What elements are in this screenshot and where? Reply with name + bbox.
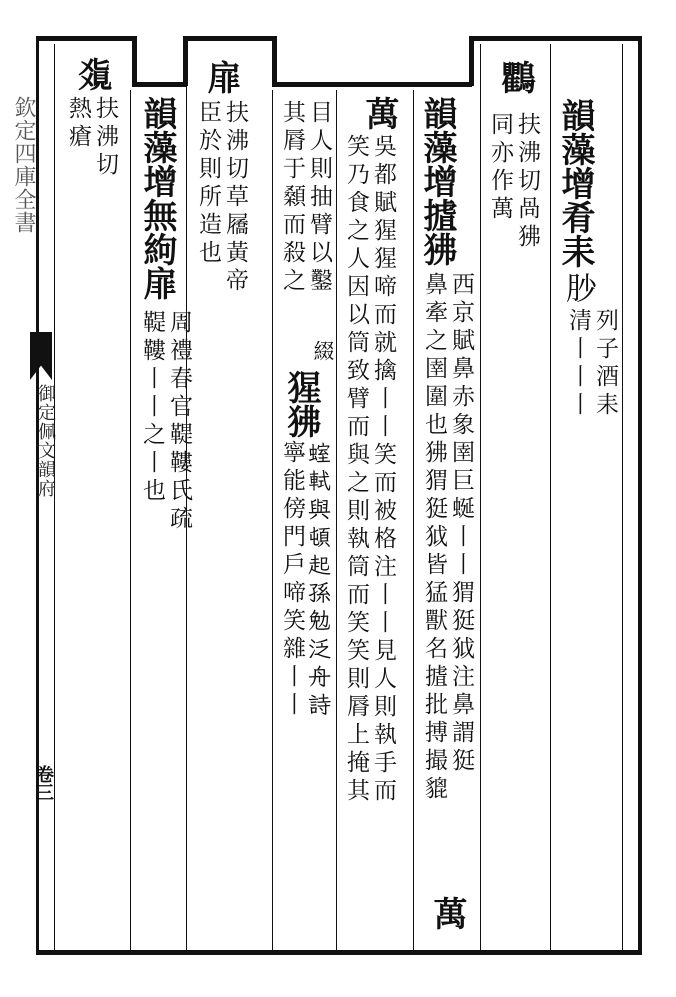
entry-note bbox=[192, 100, 246, 320]
entry-heading: 鸜 bbox=[495, 60, 535, 94]
frame-step-3 bbox=[272, 36, 277, 86]
note-line: 寧能傍門戶啼笑雜丨丨 bbox=[279, 440, 305, 720]
fish-tail-mark bbox=[30, 332, 52, 380]
column-divider bbox=[130, 90, 131, 950]
entry-note bbox=[484, 112, 538, 312]
entry-heading: 韻藻增無絇扉 bbox=[137, 96, 177, 300]
note-line: 扶沸切咼狒 bbox=[514, 112, 540, 252]
entry-note bbox=[562, 308, 616, 468]
note-line: 其脣于顙而殺之 bbox=[279, 100, 305, 296]
column-divider bbox=[480, 44, 481, 950]
frame-right bbox=[638, 36, 642, 954]
column-divider bbox=[272, 90, 273, 950]
column-divider bbox=[622, 44, 623, 950]
frame-step-1 bbox=[132, 36, 137, 86]
note-line: 扶沸切 bbox=[92, 96, 118, 180]
entry-note bbox=[340, 134, 394, 934]
note-line: 熱瘡 bbox=[65, 96, 91, 152]
frame-top-left bbox=[36, 36, 136, 41]
source-label: 御定佩文韻府 bbox=[35, 384, 56, 498]
entry-heading: 𤕥 bbox=[73, 56, 113, 90]
entry-headword: 䏚 bbox=[560, 272, 596, 305]
note-line: 扶沸切草屩黃帝 bbox=[222, 100, 248, 296]
note-line: 同亦作萬 bbox=[487, 112, 513, 224]
note-line: 𧍱軾與頓起孫勉泛舟詩 bbox=[306, 440, 332, 720]
entry-note bbox=[136, 310, 190, 570]
page-number: 卷三 bbox=[33, 765, 54, 801]
column-divider bbox=[550, 44, 551, 950]
note-line: 鞮鞻丨丨之丨也 bbox=[139, 310, 165, 506]
frame-bottom bbox=[36, 950, 642, 955]
entry-heading: 韻藻增摣狒 bbox=[417, 96, 457, 266]
note-line: 西京賦鼻赤象圉巨蜒丨丨猬㹶狘注鼻謂㹶 bbox=[448, 272, 474, 776]
entry-heading: 萬 bbox=[359, 96, 399, 130]
entry-note bbox=[276, 100, 330, 340]
entry-heading: 猩狒 bbox=[281, 370, 321, 438]
frame-top-mid3 bbox=[272, 82, 472, 87]
note-line: 吳都賦猩猩啼而就擒丨丨笑而被格注丨丨見人則執手而 bbox=[370, 134, 396, 806]
frame-step-4 bbox=[469, 36, 474, 86]
note-line: 笑乃食之人因以筒致臂而與之則執筒而笑笑則脣上掩其 bbox=[343, 134, 369, 806]
note-line: 清丨丨丨 bbox=[565, 308, 591, 420]
frame-top-right bbox=[469, 36, 642, 41]
entry-heading: 韻藻增肴耒 bbox=[555, 98, 595, 268]
entry-note: 綴 bbox=[311, 340, 335, 365]
entry-note bbox=[418, 272, 472, 912]
entry-note bbox=[276, 440, 330, 760]
note-line: 列子酒耒 bbox=[592, 308, 618, 420]
column-divider bbox=[336, 90, 337, 950]
note-line: 鼻牽之圉圍也狒猬㹶狘皆猛獸名摣批搏撮貔 bbox=[421, 272, 447, 804]
note-line: 目人則抽臂以鑿 bbox=[306, 100, 332, 296]
note-line: 周禮春官鞮鞻氏疏 bbox=[166, 310, 192, 534]
entry-tail-word: 萬 bbox=[427, 896, 467, 930]
entry-heading: 扉 bbox=[201, 60, 241, 94]
column-divider bbox=[413, 90, 414, 950]
entry-note bbox=[62, 96, 116, 206]
note-line: 臣於則所造也 bbox=[195, 100, 221, 268]
frame-top-mid2 bbox=[183, 36, 275, 41]
left-edge-label: 欽定四庫全書 bbox=[11, 96, 36, 234]
frame-top-mid1 bbox=[132, 82, 186, 87]
